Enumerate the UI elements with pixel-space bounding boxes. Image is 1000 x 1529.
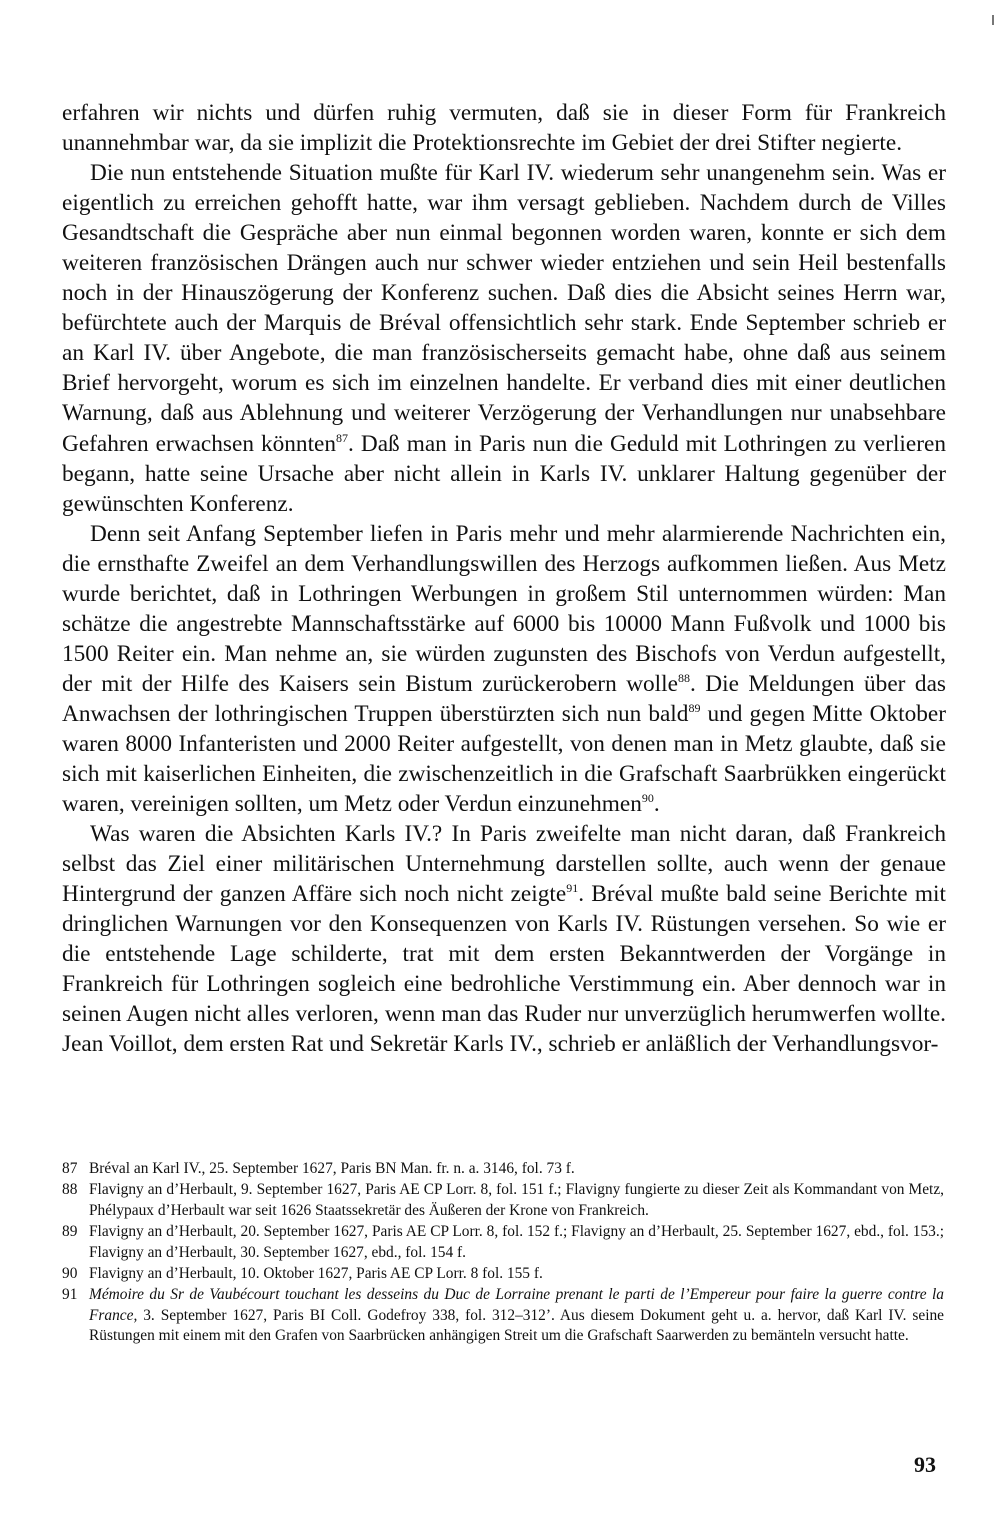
- footnote-citation: 3. September 1627, Paris BI Coll. Godefroy 338, fol. 312–312’. Aus diesem Dokument geht u. a. hervor, daß Karl IV. seine Rüstungen mit einem mit den Grafen von Saarbrücken anhängigen Streit um die Grafschaft Saarwerden zu bemänteln versucht hatte.: [89, 1306, 944, 1345]
- footnote: [62, 1159, 944, 1180]
- paragraph-text: und gegen Mitte Oktober waren 8000 Infanteristen und 2000 Reiter aufgestellt, von denen man in Metz glaubte, daß sie sich mit kaiserlichen Einheiten, die zwischenzeitlich in die Grafschaft Saarbrükken eingerückt waren, vereinigen sollten, um Metz oder Verdun einzunehmen: [62, 700, 946, 818]
- footnote: [62, 1264, 944, 1285]
- paragraph-text: erfahren wir nichts und dürfen ruhig vermuten, daß sie in dieser Form für Frankreich unannehmbar war, da sie implizit die Protektionsrechte im Gebiet der drei Stifter negierte.: [62, 100, 946, 157]
- paragraph-text: Was waren die Absichten Karls IV.? In Paris zweifelte man nicht daran, daß Frankreich selbst das Ziel einer militärischen Unternehmung darstellen sollte, auch wenn der genaue Hintergrund der ganzen Affäre sich noch nicht zeigte: [62, 821, 946, 908]
- footnote-reference: 90: [641, 791, 654, 806]
- footnote-reference: 87: [336, 430, 349, 445]
- paragraph-text: Die nun entstehende Situation mußte für Karl IV. wiederum sehr unangenehm sein. Was er eigentlich zu erreichen gehofft hatte, war ihm versagt geblieben. Nachdem durch de Villes Gesandtschaft die Gespräche aber nun einmal begonnen worden waren, konnte er sich dem weiteren französischen Drängen auch nur schwer wieder entziehen und sein Heil bestenfalls noch in der Hinauszögerung der Konferenz suchen. Daß dies die Absicht seines Herrn war, befürchtete auch der Marquis de Bréval offensichtlich sehr stark. Ende September schrieb er an Karl IV. über Angebote, die man französischerseits gemacht habe, ohne daß aus seinem Brief hervorgeht, worum es sich im einzelnen handelte. Er verband dies mit einer deutlichen Warnung, daß aus Ablehnung und weiterer Verzögerung der Verhandlungen nur unabsehbare Gefahren erwachsen könnten: [62, 160, 946, 457]
- page-number: 93: [914, 1452, 936, 1477]
- footnote-reference: 91: [566, 881, 579, 896]
- scan-edge-mark: [992, 15, 994, 25]
- footnote-reference: 89: [688, 701, 701, 716]
- footnote-reference: 88: [677, 671, 690, 686]
- paragraph-text: . Bréval mußte bald seine Berichte mit dringlichen Warnungen vor den Konsequenzen von Karls IV. Rüstungen versehen. So wie er die entstehende Lage schilderte, trat mit dem ersten Bekanntwerden der Vorgänge in Frankreich für Lothringen sogleich eine bedrohliche Verstimmung ein. Aber dennoch war in seinen Augen nicht alles verloren, wenn man das Ruder nur unverzüglich herumwerfen wollte. Jean Voillot, dem ersten Rat und Sekretär Karls IV., schrieb er anläßlich der Verhandlungsvor-: [62, 881, 946, 1058]
- footnote: [62, 1180, 944, 1221]
- footnote: [62, 1222, 944, 1263]
- footnote-text: [89, 1264, 944, 1285]
- footnote-citation: Bréval an Karl IV., 25. September 1627, Paris BN Man. fr. n. a. 3146, fol. 73 f.: [89, 1160, 575, 1177]
- paragraph-text: . Daß man in Paris nun die Geduld mit Lothringen zu verlieren begann, hatte seine Ursache aber nicht allein in Karls IV. unklarer Haltung gegenüber der gewünschten Konferenz.: [62, 430, 946, 517]
- page-body: [62, 98, 946, 1060]
- paragraph: [62, 158, 946, 519]
- footnote-title: Mémoire du Sr de Vaubécourt touchant les desseins du Duc de Lorraine prenant le parti de l’Empereur pour faire la guerre contre la France,: [89, 1285, 944, 1324]
- paragraph: [62, 98, 946, 158]
- paragraph-text: .: [653, 791, 660, 818]
- paragraph-text: Denn seit Anfang September liefen in Paris mehr und mehr alarmierende Nachrichten ein, die ernsthafte Zweifel an dem Verhandlungswillen des Herzogs aufkommen ließen. Aus Metz wurde berichtet, daß in Lothringen Werbungen in großem Stil unternommen würden: Man schätze die angestrebte Mannschaftsstärke auf 6000 bis 10000 Mann Fußvolk und 1000 bis 1500 Reiter ein. Man nehme an, sie würden zugunsten des Bischofs von Verdun aufgestellt, der mit der Hilfe des Kaisers sein Bistum zurückerobern wolle: [62, 520, 946, 697]
- footnote: [62, 1285, 944, 1347]
- footnote-number: 89: [62, 1222, 78, 1240]
- footnote-number: 88: [62, 1181, 78, 1199]
- footnote-citation: Flavigny an d’Herbault, 20. September 1627, Paris AE CP Lorr. 8, fol. 152 f.; Flavigny an d’Herbault, 25. September 1627, ebd., fol. 153.; Flavigny an d’Herbault, 30. September 1627, ebd., fol. 154 f.: [89, 1222, 944, 1261]
- footnote-text: [89, 1180, 944, 1221]
- footnotes: [62, 1159, 944, 1347]
- footnote-citation: Flavigny an d’Herbault, 10. Oktober 1627, Paris AE CP Lorr. 8 fol. 155 f.: [89, 1264, 543, 1282]
- footnote-text: [89, 1285, 944, 1347]
- main-text: [62, 98, 946, 1060]
- footnote-citation: Flavigny an d’Herbault, 9. September 1627, Paris AE CP Lorr. 8, fol. 151 f.; Flavigny fungierte zu dieser Zeit als Kommandant von Metz, Phélypaux d’Herbault war seit 1626 Staatssekretär des Äußeren der Krone von Frankreich.: [89, 1181, 944, 1219]
- footnote-number: 87: [62, 1160, 78, 1177]
- paragraph-text: . Die Meldungen über das Anwachsen der lothringischen Truppen überstürzten sich nun bald: [62, 670, 946, 727]
- paragraph: [62, 519, 946, 819]
- paragraph: [62, 819, 946, 1059]
- footnote-number: 91: [62, 1285, 78, 1303]
- footnote-text: [89, 1222, 944, 1263]
- footnote-number: 90: [62, 1264, 78, 1282]
- footnote-text: [89, 1159, 944, 1180]
